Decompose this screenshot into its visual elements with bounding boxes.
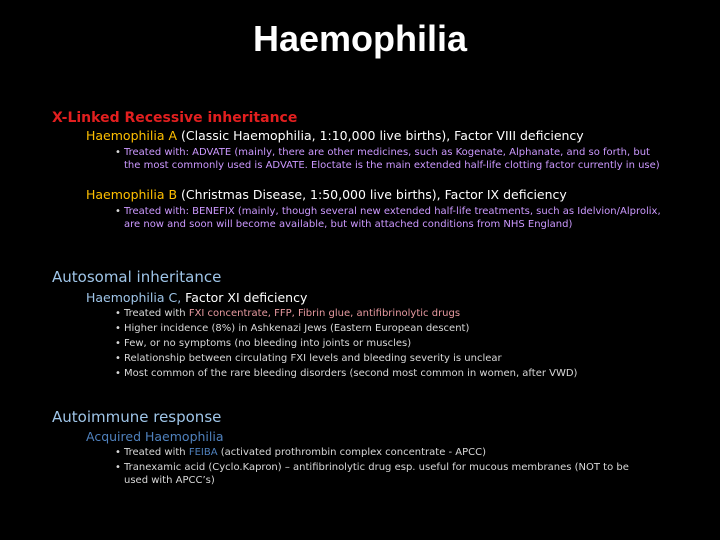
haemophilia-b-bullet — [115, 206, 664, 231]
bullet-dot: • — [115, 368, 121, 379]
list-item — [115, 368, 684, 383]
bullet-dot: • — [115, 353, 121, 364]
acquired-line — [86, 429, 224, 444]
xlinked-heading-text: X-Linked Recessive inheritance — [52, 110, 298, 126]
list-item — [115, 353, 684, 368]
autosomal-heading — [52, 268, 221, 286]
autosomal-bullet-1-highlight: FXI concentrate, FFP, Fibrin glue, antifibrinolytic drugs — [188, 308, 461, 319]
bullet-dot: • — [115, 338, 121, 349]
bullet-dot: • — [115, 447, 121, 458]
autoimmune-bullet-2: Tranexamic acid (Cyclo.Kapron) – antifibrinolytic drug esp. useful for mucous membranes (NOT to be used with APCC’s) — [124, 462, 629, 486]
list-item — [115, 447, 684, 462]
acquired-haemophilia: Acquired Haemophilia — [86, 429, 224, 444]
haemophilia-a-bullet — [115, 147, 664, 172]
bullet-dot: • — [115, 147, 121, 158]
autosomal-bullet-list — [115, 308, 684, 383]
bullet-dot: • — [115, 206, 121, 217]
autoimmune-bullet-1-suffix: (activated prothrombin complex concentrate - APCC) — [217, 447, 487, 458]
haemophilia-a-desc: (Classic Haemophilia, 1:10,000 live births), Factor VIII deficiency — [181, 128, 584, 143]
bullet-dot: • — [115, 462, 121, 473]
haemophilia-b-treatment: Treated with: BENEFIX (mainly, though several new extended half-life treatments, such as Idelvion/Alprolix, are now and soon will become available, but with attached conditions from NHS England) — [124, 206, 661, 230]
xlinked-heading — [52, 108, 297, 126]
bullet-dot: • — [115, 323, 121, 334]
bullet-dot: • — [115, 308, 121, 319]
list-item — [115, 308, 684, 323]
autosomal-heading-text: Autosomal inheritance — [52, 268, 222, 286]
autoimmune-bullet-1-highlight: FEIBA — [188, 447, 218, 458]
haemophilia-b-desc: (Christmas Disease, 1:50,000 live births), Factor IX deficiency — [181, 187, 567, 202]
haemophilia-a-treatment: Treated with: ADVATE (mainly, there are other medicines, such as Kogenate, Alphanate, and so forth, but the most commonly used is ADVATE. Eloctate is the main extended half-life clotting factor currently in use) — [124, 147, 660, 171]
haemophilia-b-name: Haemophilia B — [86, 187, 178, 202]
autosomal-bullet-4: Relationship between circulating FXI levels and bleeding severity is unclear — [124, 353, 502, 364]
haemophilia-b-line — [86, 187, 567, 202]
haemophilia-c-desc: Factor XI deficiency — [185, 290, 308, 305]
autoimmune-heading-text: Autoimmune response — [52, 408, 222, 426]
slide-title: Haemophilia — [252, 18, 468, 59]
autoimmune-heading — [52, 408, 221, 426]
autosomal-bullet-5: Most common of the rare bleeding disorders (second most common in women, after VWD) — [124, 368, 578, 379]
autosomal-bullet-3: Few, or no symptoms (no bleeding into joints or muscles) — [124, 338, 412, 349]
list-item — [115, 323, 684, 338]
haemophilia-a-line — [86, 128, 584, 143]
autoimmune-bullet-list — [115, 447, 684, 490]
haemophilia-c-name: Haemophilia C, — [86, 290, 182, 305]
autosomal-bullet-2: Higher incidence (8%) in Ashkenazi Jews (Eastern European descent) — [124, 323, 470, 334]
autosomal-bullet-1-prefix: Treated with — [124, 308, 189, 319]
haemophilia-c-line — [86, 290, 307, 305]
list-item — [115, 462, 684, 490]
list-item — [115, 338, 684, 353]
autoimmune-bullet-1-prefix: Treated with — [124, 447, 189, 458]
haemophilia-a-name: Haemophilia A — [86, 128, 178, 143]
